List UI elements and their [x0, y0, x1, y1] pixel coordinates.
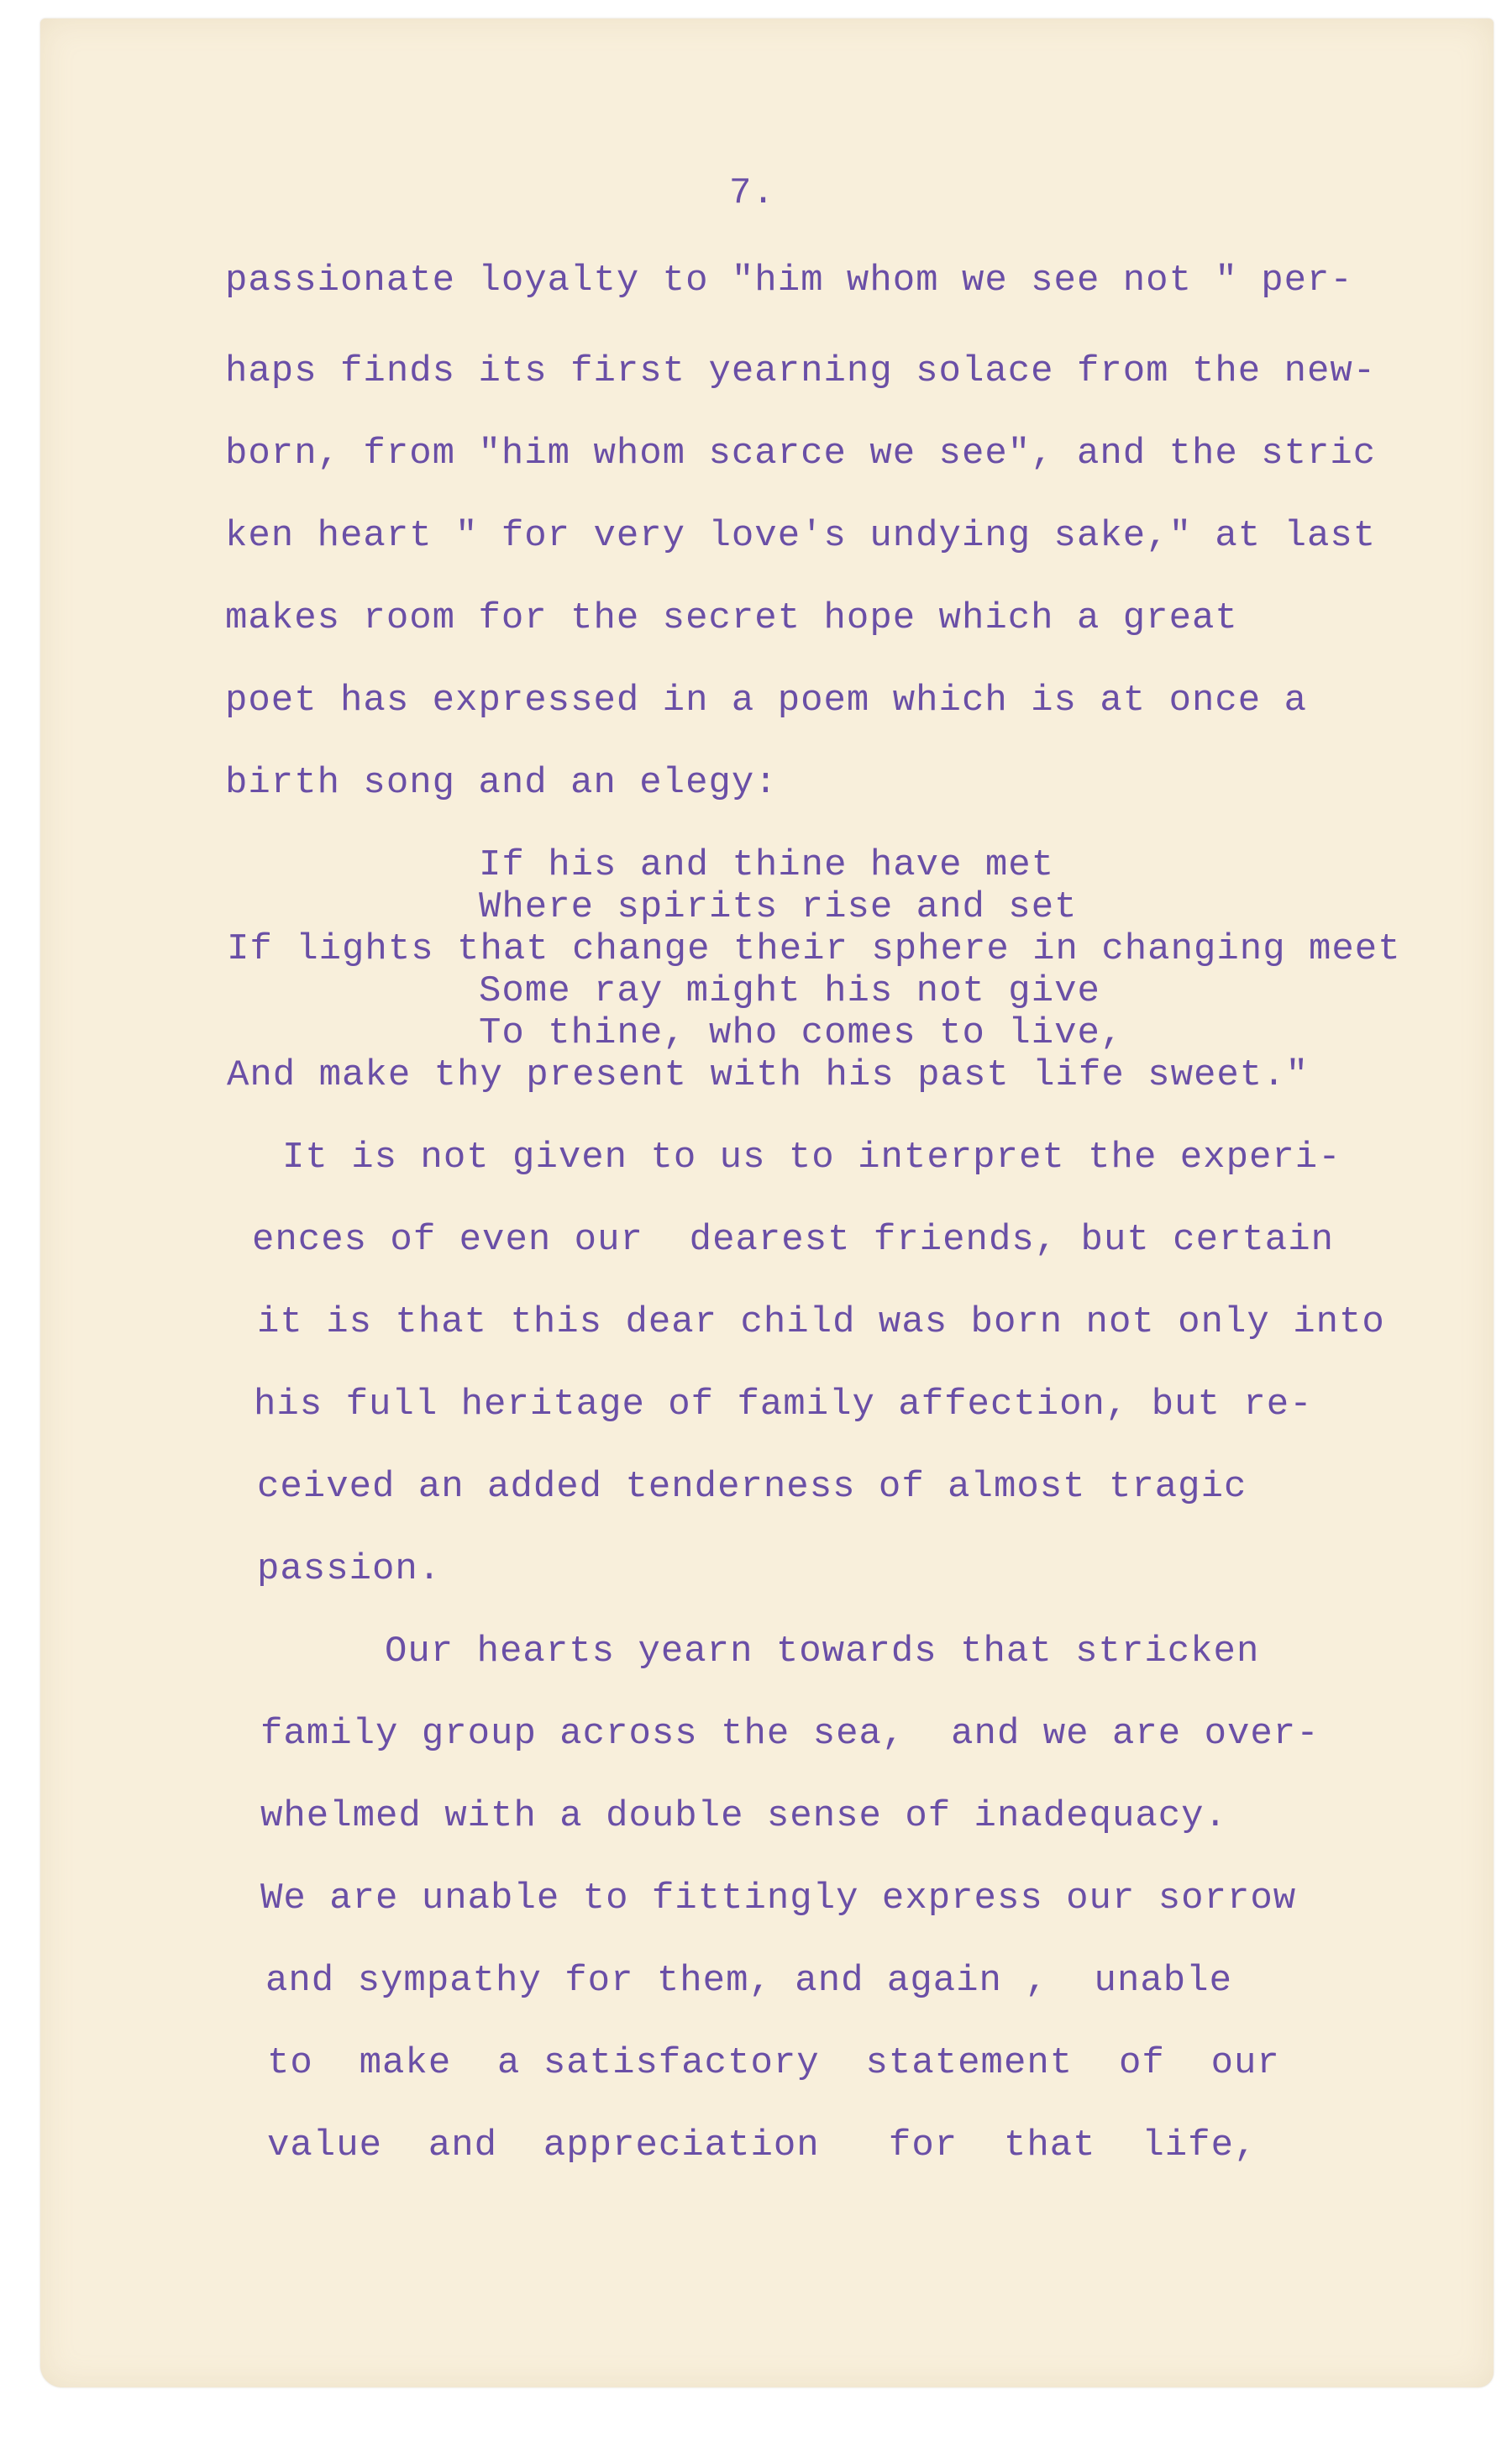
verse-line: And make thy present with his past life sweet." — [227, 1054, 1310, 1096]
verse-line: If his and thine have met — [479, 844, 1055, 886]
text-line: it is that this dear child was born not only into — [257, 1301, 1385, 1343]
verse-line: To thine, who comes to live, — [479, 1012, 1124, 1054]
text-line: to make a satisfactory statement of our — [267, 2042, 1280, 2084]
text-line: family group across the sea, and we are over- — [260, 1713, 1320, 1755]
text-line: and sympathy for them, and again , unable — [265, 1960, 1232, 2002]
verse-line: Some ray might his not give — [479, 970, 1100, 1012]
text-line: whelmed with a double sense of inadequacy. — [260, 1795, 1227, 1837]
text-line: passionate loyalty to "him whom we see not " per- — [225, 260, 1353, 302]
text-line: his full heritage of family affection, but re- — [254, 1384, 1313, 1426]
verse-line: If lights that change their sphere in changing meet — [227, 928, 1401, 970]
text-line: passion. — [257, 1548, 442, 1590]
text-line: haps finds its first yearning solace from the new- — [225, 350, 1377, 392]
text-line: poet has expressed in a poem which is at once a — [225, 680, 1308, 722]
text-line: ences of even our dearest friends, but certain — [252, 1219, 1335, 1261]
text-line: Our hearts yearn towards that stricken — [385, 1631, 1260, 1673]
verse-line: Where spirits rise and set — [479, 886, 1078, 928]
text-line: We are unable to fittingly express our sorrow — [260, 1877, 1297, 1919]
text-line: makes room for the secret hope which a great — [225, 597, 1238, 639]
text-line: ceived an added tenderness of almost tragic — [257, 1466, 1247, 1508]
text-line: It is not given to us to interpret the experi- — [282, 1137, 1341, 1179]
text-line: value and appreciation for that life, — [267, 2124, 1257, 2166]
text-line: born, from "him whom scarce we see", and the stric — [225, 433, 1377, 475]
text-line: birth song and an elegy: — [225, 762, 778, 804]
page-number: 7. — [729, 172, 775, 214]
text-line: ken heart " for very love's undying sake," at last — [225, 515, 1377, 557]
